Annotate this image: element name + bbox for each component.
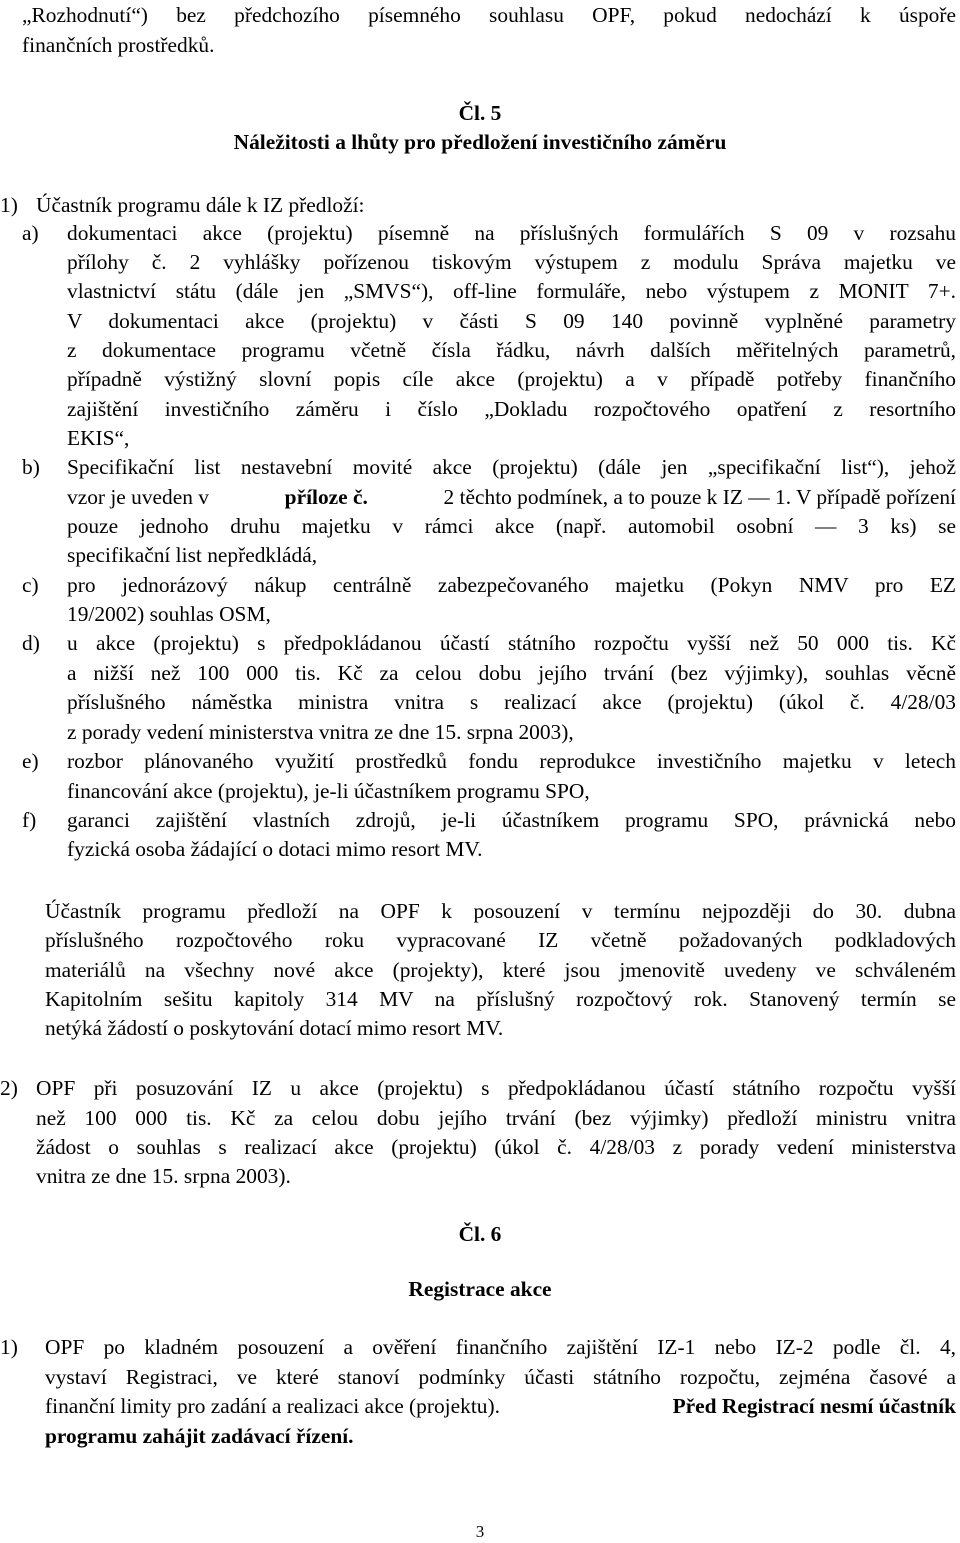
item-a-line-2: přílohy č. 2 vyhlášky pořízenou tiskovým výstupem z modulu Správa majetku ve [67,250,956,274]
item-e-marker: e) [22,749,39,773]
article-6-paragraph-1-line-4: programu zahájit zadávací řízení. [45,1424,354,1448]
item-f-line-2: fyzická osoba žádající o dotaci mimo resort MV. [67,837,483,861]
paragraph-1-lead: Účastník programu dále k IZ předloží: [36,193,365,217]
item-b-line-2-pre: vzor je uveden v [67,485,209,509]
item-f-line-1: garanci zajištění vlastních zdrojů, je-li účastníkem programu SPO, právnická nebo [67,808,956,832]
item-a-line-7: zajištění investičního záměru i číslo „Dokladu rozpočtového opatření z resortního [67,397,956,421]
paragraph-deadline-line-3: materiálů na všechny nové akce (projekty), které jsou jmenovitě uvedeny ve schváleném [45,958,956,982]
paragraph-1-marker: 1) [0,193,18,217]
item-c-marker: c) [22,573,39,597]
item-b-line-3: pouze jednoho druhu majetku v rámci akce (např. automobil osobní — 3 ks) se [67,514,956,538]
paragraph-2-line-3: žádost o souhlas s realizací akce (projektu) (úkol č. 4/28/03 z porady vedení ministerstva [36,1135,956,1159]
intro-line-2: finančních prostředků. [22,33,215,57]
paragraph-2-line-4: vnitra ze dne 15. srpna 2003). [36,1164,291,1188]
item-a-line-3: vlastnictví státu (dále jen „SMVS“), off-line formuláře, nebo výstupem z MONIT 7+. [67,279,956,303]
paragraph-2-marker: 2) [0,1076,18,1100]
page-number: 3 [475,1522,485,1541]
item-b-line-4: specifikační list nepředkládá, [67,543,318,567]
item-a-line-6: případně výstižný slovní popis cíle akce (projektu) a v případě potřeby finančního [67,367,956,391]
item-b-line-2-bold: příloze č. [284,485,368,509]
paragraph-deadline-line-2: příslušného rozpočtového roku vypracované IZ včetně požadovaných podkladových [45,928,956,952]
item-a-marker: a) [22,221,39,245]
article-6-paragraph-1-line-3-bold: Před Registrací nesmí účastník [672,1394,956,1418]
article-6-paragraph-1-line-3 [45,1391,956,1421]
intro-line-1: „Rozhodnutí“) bez předchozího písemného souhlasu OPF, pokud nedochází k úspoře [22,3,956,27]
item-a-line-1: dokumentaci akce (projektu) písemně na příslušných formulářích S 09 v rozsahu [67,221,956,245]
item-d-line-1: u akce (projektu) s předpokládanou účastí státního rozpočtu vyšší než 50 000 tis. Kč [67,631,956,655]
item-a-line-5: z dokumentace programu včetně čísla řádku, návrh dalších měřitelných parametrů, [67,338,956,362]
item-a-line-4: V dokumentaci akce (projektu) v části S 09 140 povinně vyplněné parametry [67,309,956,333]
paragraph-deadline-line-4: Kapitolním sešitu kapitoly 314 MV na příslušný rozpočtový rok. Stanovený termín se [45,987,956,1011]
item-a-line-8: EKIS“, [67,426,130,450]
item-e-line-1: rozbor plánovaného využití prostředků fondu reprodukce investičního majetku v letech [67,749,956,773]
article-5-title: Náležitosti a lhůty pro předložení investičního záměru [233,130,727,154]
item-b-line-1: Specifikační list nestavební movité akce (projektu) (dále jen „specifikační list“), jehož [67,455,956,479]
item-d-marker: d) [22,631,40,655]
item-d-line-3: příslušného náměstka ministra vnitra s realizací akce (projektu) (úkol č. 4/28/03 [67,690,956,714]
article-6-paragraph-1-line-3-pre: finanční limity pro zadání a realizaci akce (projektu). [45,1394,500,1418]
item-f-marker: f) [22,808,37,832]
item-b-line-2-post: 2 těchto podmínek, a to pouze k IZ — 1. V případě pořízení [443,485,956,509]
paragraph-deadline-line-5: netýká žádostí o poskytování dotací mimo resort MV. [45,1016,504,1040]
paragraph-deadline-line-1: Účastník programu předloží na OPF k posouzení v termínu nejpozději do 30. dubna [45,899,956,923]
item-c-line-1: pro jednorázový nákup centrálně zabezpečovaného majetku (Pokyn NMV pro EZ [67,573,956,597]
article-5-number: Čl. 5 [458,101,502,125]
article-6-paragraph-1-line-1: OPF po kladném posouzení a ověření finančního zajištění IZ-1 nebo IZ-2 podle čl. 4, [45,1335,956,1359]
item-d-line-2: a nižší než 100 000 tis. Kč za celou dobu jejího trvání (bez výjimky), souhlas věcně [67,661,956,685]
item-c-line-2: 19/2002) souhlas OSM, [67,602,271,626]
article-6-title: Registrace akce [408,1277,552,1301]
item-b-marker: b) [22,455,40,479]
article-6-paragraph-1-marker: 1) [0,1335,18,1359]
paragraph-2-line-2: než 100 000 tis. Kč za celou dobu jejího trvání (bez výjimky) předloží ministru vnitra [36,1106,956,1130]
paragraph-2-line-1: OPF při posuzování IZ u akce (projektu) s předpokládanou účastí státního rozpočtu vyšší [36,1076,956,1100]
item-b-line-2 [67,482,956,512]
item-e-line-2: financování akce (projektu), je-li účastníkem programu SPO, [67,779,590,803]
article-6-paragraph-1-line-2: vystaví Registraci, ve které stanoví podmínky účasti státního rozpočtu, zejména časové a [45,1365,956,1389]
item-d-line-4: z porady vedení ministerstva vnitra ze dne 15. srpna 2003), [67,720,574,744]
article-6-number: Čl. 6 [458,1222,502,1246]
